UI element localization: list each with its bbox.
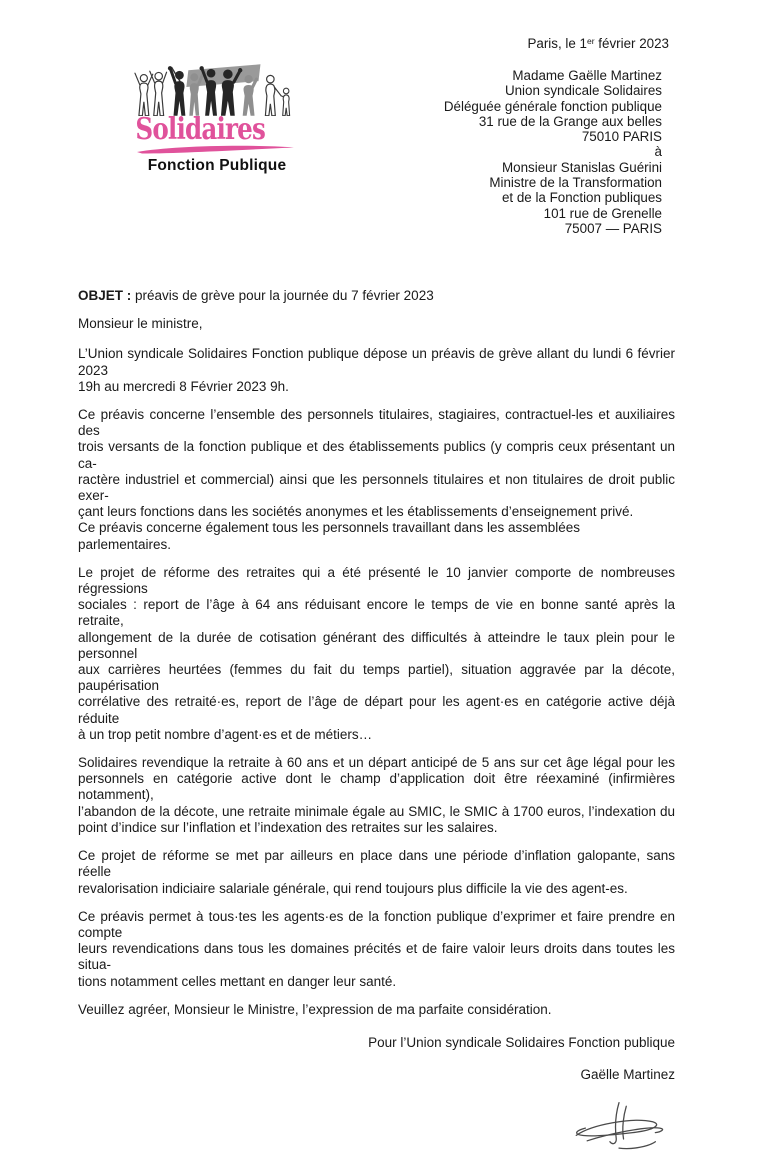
recipient-address-line: Ministre de la Transformation [489,175,662,191]
paragraph [78,1002,675,1018]
paragraph [78,565,675,743]
paragraph [78,346,675,395]
date-suffix: février 2023 [594,36,669,51]
logo-people-illustration [132,64,300,116]
logo-person-dark-1 [168,66,185,116]
signature-area [78,1096,675,1162]
paragraph [78,407,675,520]
date-line [527,36,669,51]
paragraph [78,848,675,897]
letter-body [78,288,675,1162]
paragraph-line: revalorisation indiciaire salariale générale, qui rend toujours plus difficile la vie des agent-es. [78,880,628,896]
subject-label: OBJET : [78,288,132,303]
closing-organization: Pour l’Union syndicale Solidaires Fonction publique [368,1034,675,1050]
paragraph [78,909,675,990]
date-ordinal-superscript: er [587,36,595,47]
logo-brand-text: Solidaires [135,112,265,147]
address-block [444,68,662,236]
logo-person-outline-1 [135,73,153,115]
logo-subtitle-text: Fonction Publique [147,157,287,174]
paragraph-line: L’Union syndicale Solidaires Fonction publique dépose un préavis de grève allant du lundi 6 février 2023 [78,346,675,378]
recipient-address-line: 101 rue de Grenelle [543,205,662,221]
sender-address-line: Déléguée générale fonction publique [443,98,662,114]
paragraph-line: Le projet de réforme des retraites qui a été présenté le 10 janvier comporte de nombreuses régressions [78,564,675,597]
sender-address-line: 31 rue de la Grange aux belles [478,113,662,129]
signature-scribble-icon [569,1096,669,1162]
signer-name: Gaëlle Martinez [580,1067,675,1083]
paragraph-line: Ce projet de réforme se met par ailleurs en place dans une période d’inflation galopante, sans réelle [78,848,675,880]
recipient-address-line: 75007 — PARIS [564,220,662,236]
paragraph [78,520,675,552]
sender-address-line: Madame Gaëlle Martinez [512,68,662,83]
paragraph-line: 19h au mercredi 8 Février 2023 9h. [78,378,289,394]
logo-person-outline-child [281,88,289,115]
paragraph-line: Ce préavis concerne l’ensemble des personnels titulaires, stagiaires, contractuel-les et auxiliaires des [78,407,675,439]
paragraph-line: personnels en catégorie active dont le champ d’application doit être réexaminé (infirmières notamment), [78,771,675,803]
paragraph-line: Ce préavis concerne également tous les personnels travaillant dans les assemblées parlementaires. [78,520,581,552]
paragraph-line: point d’indice sur l’inflation et l’indexation des retraites sur les salaires. [78,819,498,835]
date-prefix: Paris, le 1 [527,36,587,51]
subject-line [78,288,675,304]
paragraph-line: leurs revendications dans tous les domaines précités et de faire valoir leurs droits dans toutes les situa- [78,941,675,973]
logo-person-outline-adult [265,75,281,115]
paragraph-line: allongement de la durée de cotisation générant des difficultés à atteindre le taux plein pour le personnel [78,629,675,661]
address-separator: à [654,144,662,160]
paragraph-line: ractère industriel et commercial) ainsi que les personnels titulaires et non titulaires de droit public exer- [78,471,675,504]
paragraph-line: trois versants de la fonction publique et des établissements publics (y compris ceux présentant un ca- [78,439,675,471]
logo-person-dark-3 [221,68,242,116]
paragraph-line: Veuillez agréer, Monsieur le Ministre, l’expression de ma parfaite considération. [78,1001,552,1017]
paragraph-line: Solidaires revendique la retraite à 60 ans et un départ anticipé de 5 ans sur cet âge légal pour les [78,755,675,771]
paragraph-line: corrélative des retraité·es, report de l’âge de départ pour les agent·es en catégorie active déjà réduite [78,694,675,726]
logo-person-outline-2 [150,71,167,115]
paragraph-line: tions notamment celles mettant en danger leur santé. [78,973,397,989]
paragraph-line: sociales : report de l’âge à 64 ans réduisant encore le temps de vie en bonne santé après la retraite, [78,597,675,629]
salutation: Monsieur le ministre, [78,316,203,332]
paragraph-line: aux carrières heurtées (femmes du fait du temps partiel), situation aggravée par la décote, paupérisation [78,662,675,694]
letter-paragraphs [78,346,675,1018]
sender-address-line: 75010 PARIS [581,129,662,145]
subject-text: préavis de grève pour la journée du 7 février 2023 [131,288,434,303]
paragraph-line: Ce préavis permet à tous·tes les agents·es de la fonction publique d’exprimer et faire prendre en compte [78,908,675,940]
paragraph-line: à un trop petit nombre d’agent·es et de métiers… [78,726,373,742]
paragraph-line: l’abandon de la décote, une retraite minimale égale au SMIC, le SMIC à 1700 euros, l’indexation du [78,803,675,819]
recipient-address-line: et de la Fonction publiques [501,190,662,206]
recipient-address-line: Monsieur Stanislas Guérini [501,159,662,175]
sender-address-line: Union syndicale Solidaires [504,83,662,99]
paragraph-line: çant leurs fonctions dans les sociétés anonymes et les établissements d’enseignement privé. [78,504,634,520]
solidaires-logo [128,64,306,175]
paragraph [78,755,675,836]
